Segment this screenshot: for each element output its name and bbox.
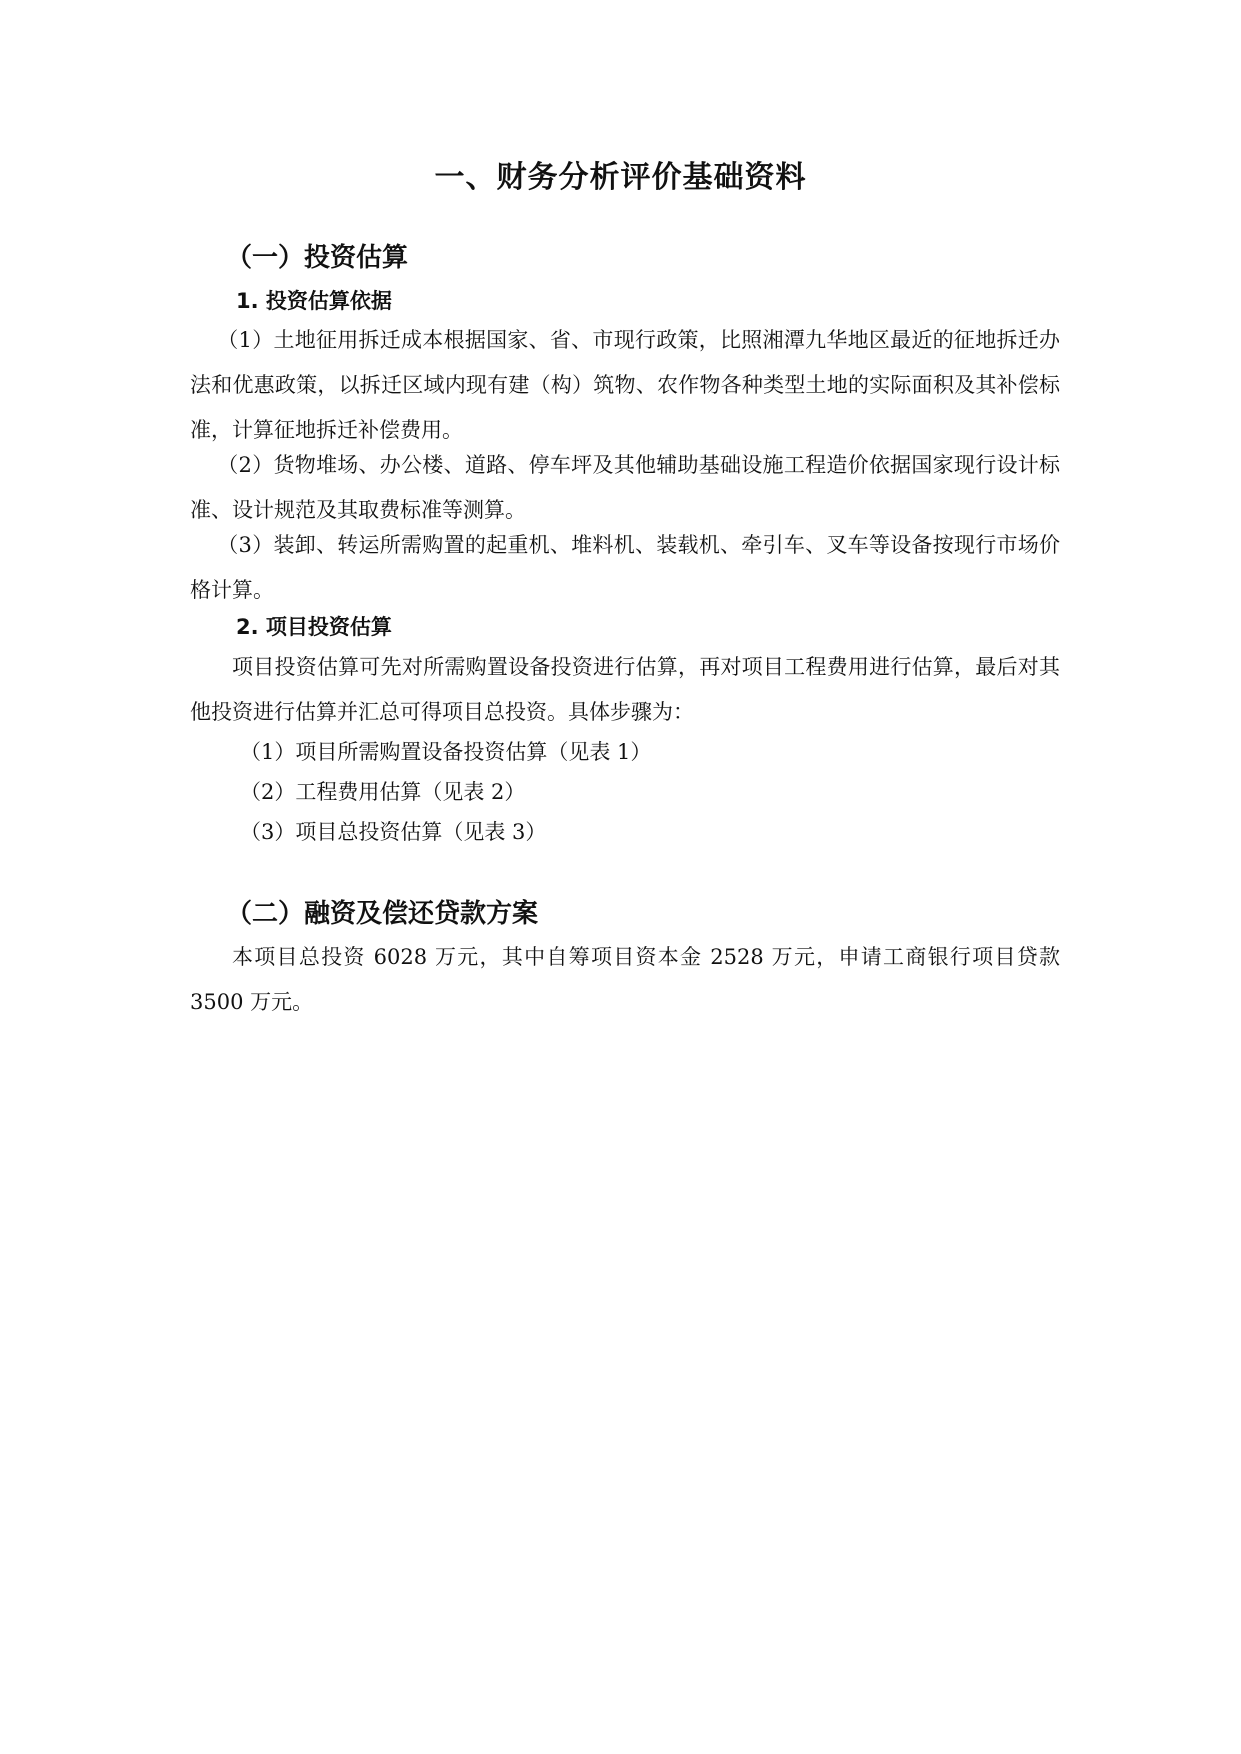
paragraph-estimate-intro: 项目投资估算可先对所需购置设备投资进行估算，再对项目工程费用进行估算，最后对其他投资进行估算并汇总可得项目总投资。具体步骤为： — [190, 655, 1060, 724]
paragraph-financing: 本项目总投资 6028 万元，其中自筹项目资本金 2528 万元，申请工商银行项目贷款 3500 万元。 — [190, 945, 1060, 1014]
document-title: 一、财务分析评价基础资料 — [434, 160, 807, 195]
list-item-step-2: （2）工程费用估算（见表 2） — [240, 780, 526, 804]
subsection-heading-project-estimate: 2. 项目投资估算 — [236, 615, 392, 639]
section-heading-investment-estimate: （一）投资估算 — [226, 243, 409, 273]
paragraph-basis-3: （3）装卸、转运所需购置的起重机、堆料机、装载机、牵引车、叉车等设备按现行市场价格计算。 — [190, 533, 1060, 602]
list-item-step-1: （1）项目所需购置设备投资估算（见表 1） — [240, 740, 652, 764]
section-heading-financing-plan: （二）融资及偿还贷款方案 — [226, 899, 539, 929]
subsection-heading-estimate-basis: 1. 投资估算依据 — [236, 289, 392, 313]
paragraph-basis-2: （2）货物堆场、办公楼、道路、停车坪及其他辅助基础设施工程造价依据国家现行设计标准、设计规范及其取费标准等测算。 — [190, 453, 1060, 522]
paragraph-basis-1: （1）土地征用拆迁成本根据国家、省、市现行政策，比照湘潭九华地区最近的征地拆迁办法和优惠政策，以拆迁区域内现有建（构）筑物、农作物各种类型土地的实际面积及其补偿标准，计算征地拆迁补偿费用。 — [190, 328, 1060, 442]
list-item-step-3: （3）项目总投资估算（见表 3） — [240, 820, 547, 844]
